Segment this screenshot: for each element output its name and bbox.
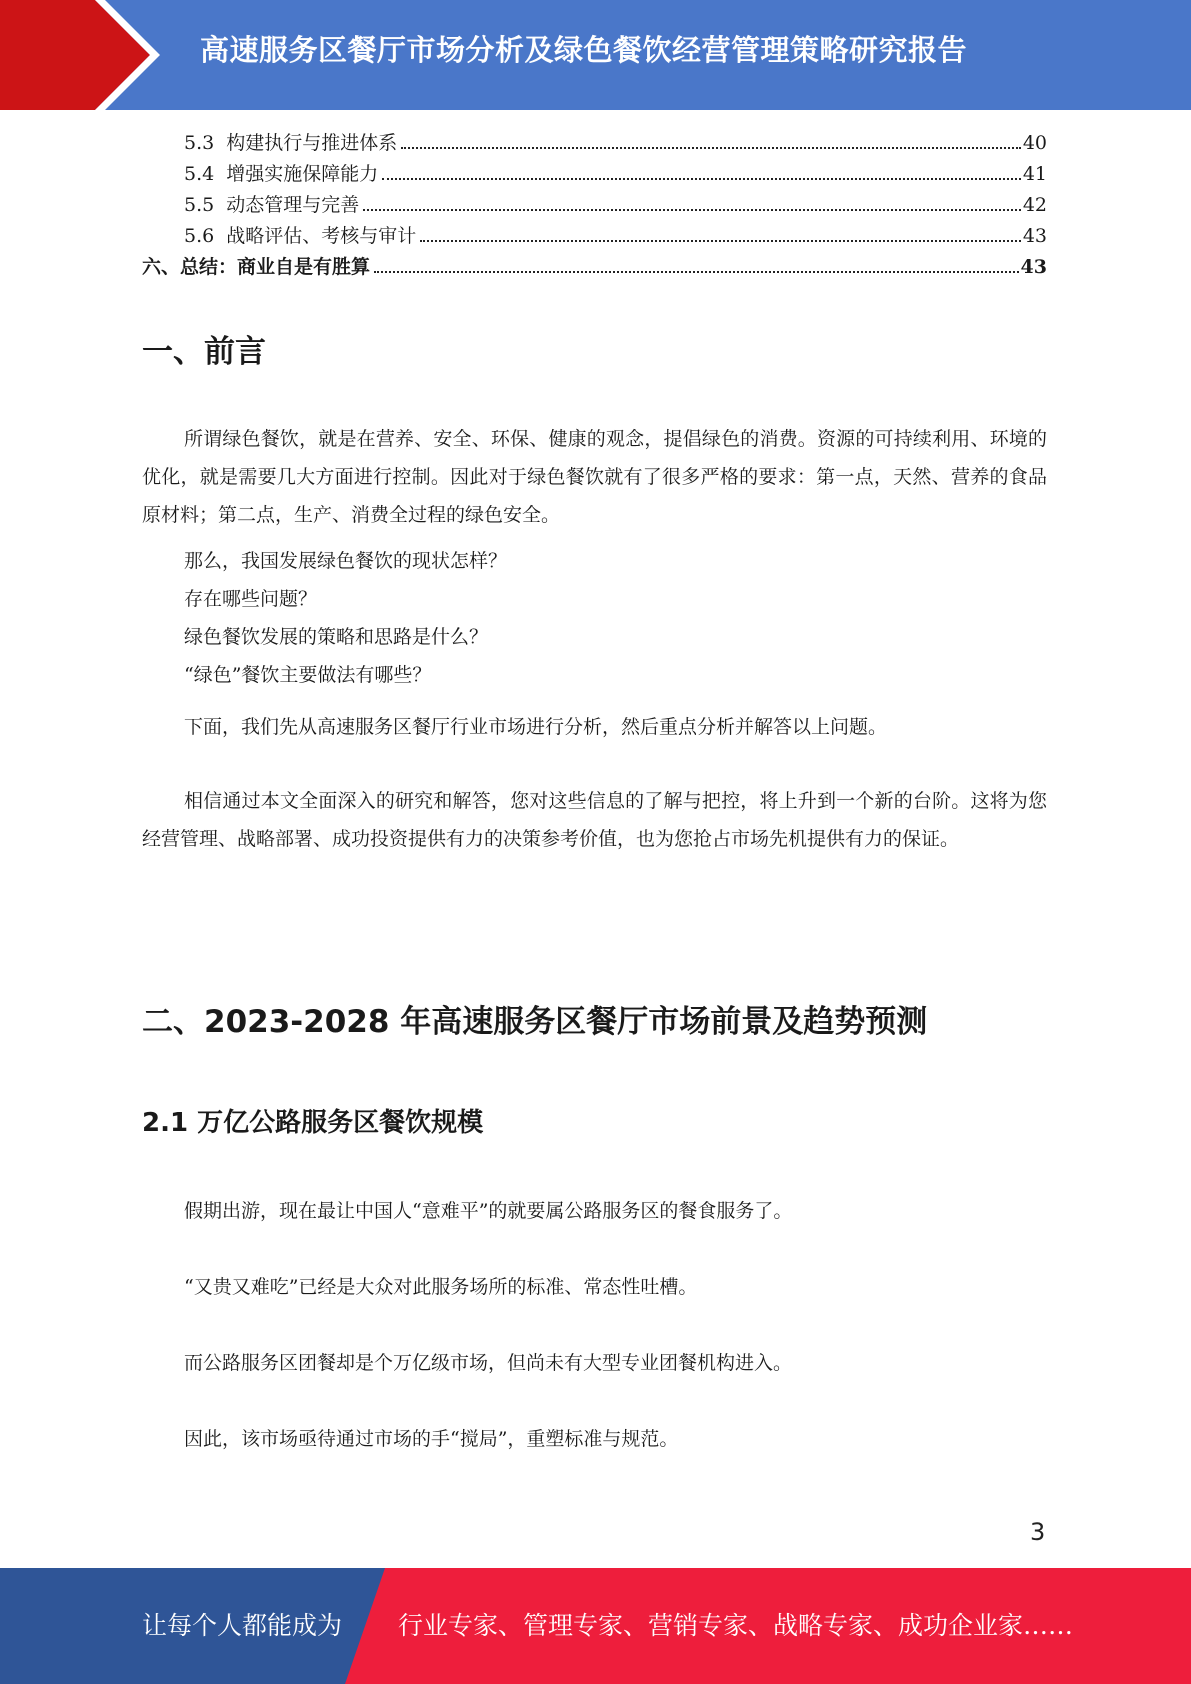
question-line: “绿色”餐饮主要做法有哪些？: [184, 664, 432, 686]
toc-entry[interactable]: [142, 128, 1047, 159]
section-heading-preface: 一、前言: [142, 334, 266, 370]
paragraph: 相信通过本文全面深入的研究和解答，您对这些信息的了解与把控，将上升到一个新的台阶。这将为您经营管理、战略部署、成功投资提供有力的决策参考价值，也为您抢占市场先机提供有力的保证。: [142, 790, 1047, 850]
toc-entry[interactable]: [142, 221, 1047, 252]
toc-leader-dots: [401, 147, 1021, 149]
header-banner: [0, 0, 1191, 110]
subsection-heading: 2.1 万亿公路服务区餐饮规模: [142, 1108, 484, 1138]
footer-slogan-right: 行业专家、管理专家、营销专家、战略专家、成功企业家……: [398, 1611, 1074, 1640]
toc-entry-number: 5.3: [184, 132, 227, 154]
paragraph: 所谓绿色餐饮，就是在营养、安全、环保、健康的观念，提倡绿色的消费。资源的可持续利用、环境的优化，就是需要几大方面进行控制。因此对于绿色餐饮就有了很多严格的要求：第一点，天然、营养的食品原材料；第二点，生产、消费全过程的绿色安全。: [142, 428, 1047, 526]
report-title: 高速服务区餐厅市场分析及绿色餐饮经营管理策略研究报告: [200, 33, 968, 67]
red-arrow-shape: [0, 0, 160, 110]
toc-entry-number: 5.6: [184, 225, 227, 247]
toc-entry-page: 41: [1022, 163, 1047, 185]
toc-entry-page: 43: [1020, 256, 1047, 278]
toc-leader-dots: [374, 271, 1019, 273]
paragraph: 因此，该市场亟待通过市场的手“搅局”，重塑标准与规范。: [184, 1428, 679, 1450]
paragraph: “又贵又难吃”已经是大众对此服务场所的标准、常态性吐槽。: [184, 1276, 698, 1298]
toc-entry-page: 40: [1022, 132, 1047, 154]
page-number: 3: [1030, 1518, 1046, 1546]
toc-leader-dots: [363, 209, 1021, 211]
toc-leader-dots: [420, 240, 1021, 242]
table-of-contents: [142, 128, 1047, 283]
toc-entry-page: 42: [1022, 194, 1047, 216]
toc-entry-title: 战略评估、考核与审计: [226, 225, 417, 247]
toc-leader-dots: [382, 178, 1021, 180]
question-line: 绿色餐饮发展的策略和思路是什么？: [184, 626, 489, 648]
footer-banner: [0, 1568, 1191, 1684]
question-line: 存在哪些问题？: [184, 588, 318, 610]
toc-entry-title: 构建执行与推进体系: [226, 132, 398, 154]
toc-entry-number: 5.5: [184, 194, 227, 216]
footer-slogan-left: 让每个人都能成为: [142, 1611, 343, 1640]
toc-entry-title: 动态管理与完善: [226, 194, 360, 216]
toc-entry-page: 43: [1022, 225, 1047, 247]
section-heading-forecast: 二、2023-2028 年高速服务区餐厅市场前景及趋势预测: [142, 1004, 928, 1040]
paragraph: 而公路服务区团餐却是个万亿级市场，但尚未有大型专业团餐机构进入。: [184, 1352, 793, 1374]
paragraph: 下面，我们先从高速服务区餐厅行业市场进行分析，然后重点分析并解答以上问题。: [184, 716, 888, 738]
paragraph: 假期出游，现在最让中国人“意难平”的就要属公路服务区的餐食服务了。: [184, 1200, 793, 1222]
toc-entry[interactable]: [142, 159, 1047, 190]
toc-entry[interactable]: [142, 190, 1047, 221]
toc-entry-title: 六、总结：商业自是有胜算: [142, 256, 371, 278]
toc-entry-chapter[interactable]: [142, 252, 1047, 283]
toc-entry-title: 增强实施保障能力: [226, 163, 379, 185]
question-line: 那么，我国发展绿色餐饮的现状怎样？: [184, 550, 508, 572]
toc-entry-number: 5.4: [184, 163, 227, 185]
